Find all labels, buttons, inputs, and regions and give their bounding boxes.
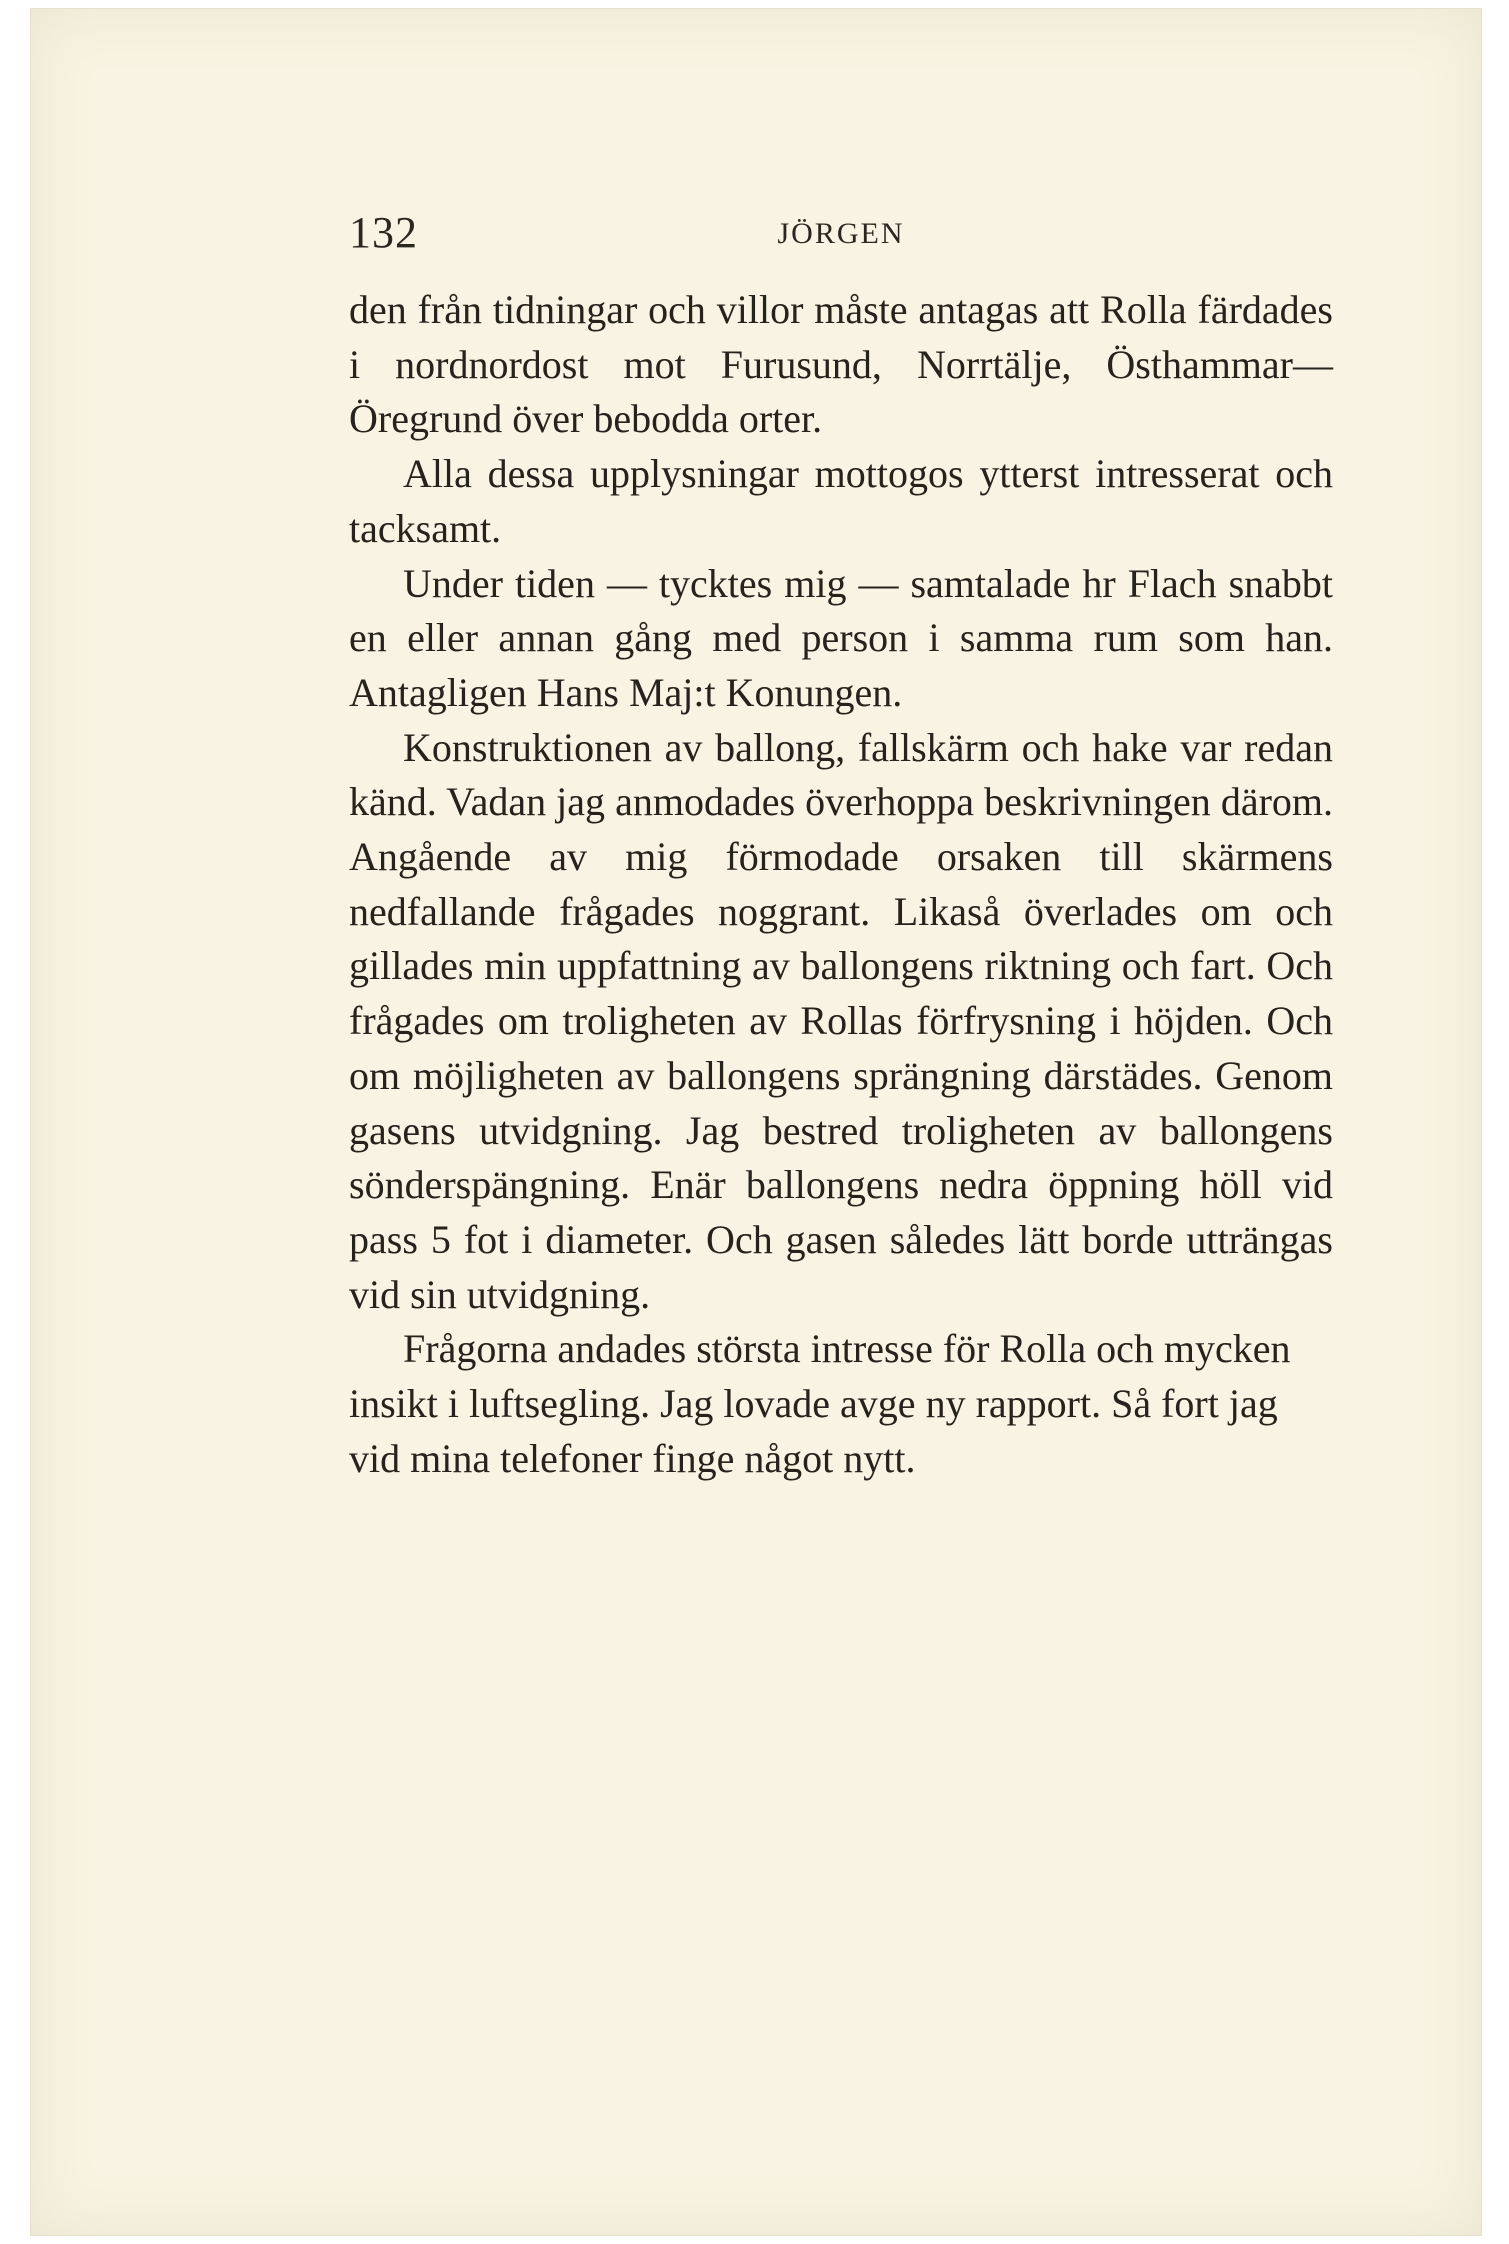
body-text <box>349 283 1333 1486</box>
paragraph: Under tiden — tycktes mig — samtalade hr Flach snabbt en eller annan gång med person i samma rum som han. Antagligen Hans Maj:t Konungen. <box>349 560 1333 715</box>
paragraph: Frågorna andades största intresse för Rolla och mycken insikt i luftsegling. Jag lovade avge ny rapport. Så fort jag vid mina telefoner finge något nytt. <box>349 1326 1291 1481</box>
paragraph: Konstruktionen av ballong, fallskärm och hake var redan känd. Vadan jag anmodades överhoppa beskrivningen därom. Angående av mig förmodade orsaken till skärmens nedfallande frågades noggrant. Likaså överlades om och gillades min uppfattning av ballongens riktning och fart. Och frågades om troligheten av Rollas förfrysning i höjden. Och om möjligheten av ballongens sprängning därstädes. Genom gasens utvidgning. Jag bestred troligheten av ballongens sönderspängning. Enär ballongens nedra öppning höll vid pass 5 fot i diameter. Och gasen således lätt borde utträngas vid sin utvidgning. <box>349 724 1333 1317</box>
page-header <box>349 207 1333 267</box>
running-head: JÖRGEN <box>777 217 905 250</box>
paragraph: Alla dessa upplysningar mottogos ytterst intresserat och tacksamt. <box>349 451 1333 551</box>
page-number: 132 <box>349 208 418 257</box>
paragraph-continuation: den från tidningar och villor måste antagas att Rolla färdades i nordnordost mot Furusund, Norrtälje, Östhammar—Öregrund över bebodda orter. <box>349 287 1333 442</box>
book-page <box>30 8 1482 2236</box>
